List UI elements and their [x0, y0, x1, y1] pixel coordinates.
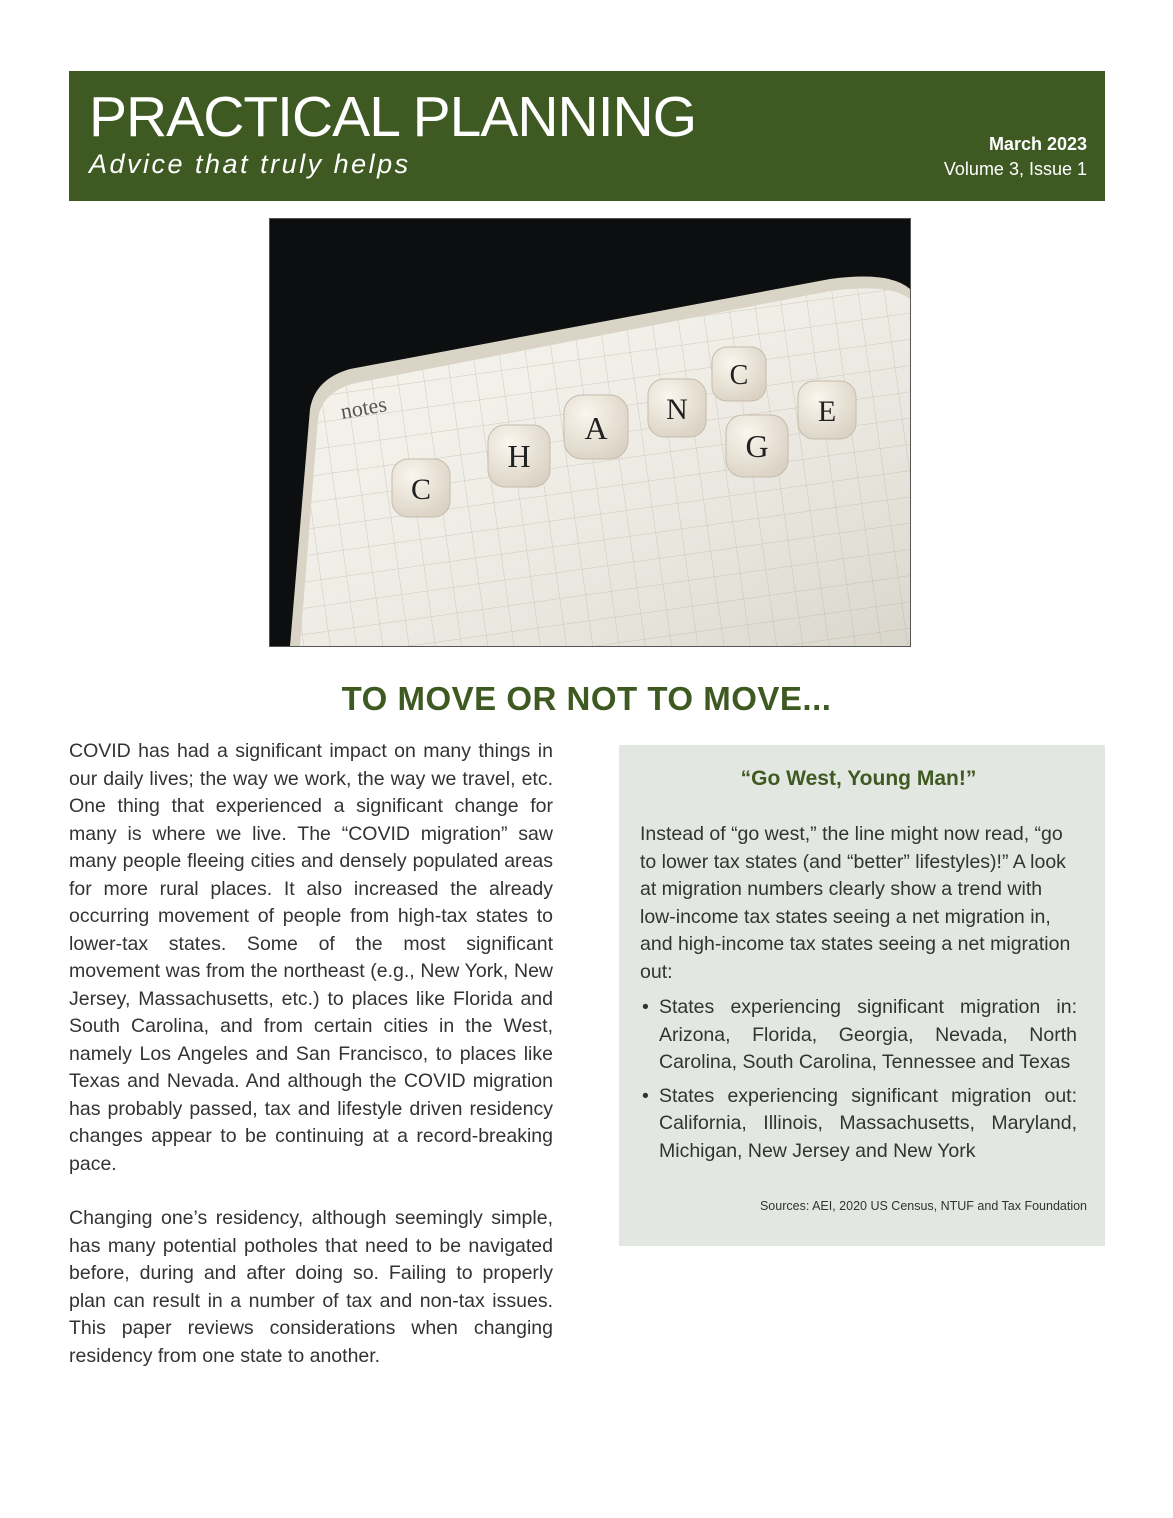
letter-cube	[564, 395, 628, 459]
list-item-text: States experiencing significant migration in: Arizona, Florida, Georgia, Nevada, North Carolina, South Carolina, Tennessee and Texas	[659, 996, 1077, 1073]
sidebar-intro: Instead of “go west,” the line might now read, “go to lower tax states (and “better” lifestyles)!” A look at migration numbers clearly show a trend with low-income tax states seeing a net migration in, and high-income tax states seeing a net migration out:	[640, 823, 1071, 983]
article-paragraph: Changing one’s residency, although seemingly simple, has many potential potholes that need to be navigated before, during and after doing so. Failing to properly plan can result in a number of tax and non-tax issues. This paper reviews considerations when changing residency from one state to another.	[69, 1207, 553, 1367]
svg-text:C: C	[410, 473, 432, 506]
issue-volume: Volume 3, Issue 1	[943, 159, 1087, 179]
change-dice-photo	[269, 218, 911, 647]
list-item	[640, 1083, 1077, 1166]
newsletter-title: PRACTICAL PLANNING	[89, 85, 697, 149]
article-body	[69, 738, 553, 1397]
svg-text:E: E	[817, 395, 837, 428]
list-item	[640, 994, 1077, 1077]
notebook-label: notes	[338, 391, 389, 424]
sidebar-callout	[619, 745, 1105, 1246]
newsletter-tagline: Advice that truly helps	[89, 149, 411, 179]
letter-cube	[648, 379, 706, 437]
svg-text:A: A	[584, 410, 608, 446]
issue-date: March 2023	[988, 134, 1087, 154]
migration-list	[640, 994, 1077, 1165]
masthead-banner	[69, 71, 1105, 201]
sidebar-title: “Go West, Young Man!”	[740, 767, 977, 790]
svg-text:H: H	[507, 438, 531, 474]
article-headline: TO MOVE OR NOT TO MOVE...	[341, 680, 832, 717]
letter-cube	[726, 415, 788, 477]
letter-cube	[392, 459, 450, 517]
list-item-text: States experiencing significant migration out: California, Illinois, Massachusetts, Maryland, Michigan, New Jersey and New York	[659, 1084, 1077, 1162]
bullet-icon: •	[642, 1084, 649, 1107]
letter-cube	[712, 347, 766, 401]
sources-note: Sources: AEI, 2020 US Census, NTUF and Tax Foundation	[759, 1199, 1087, 1213]
letter-cube	[798, 381, 856, 439]
article-paragraph: COVID has had a significant impact on many things in our daily lives; the way we work, the way we travel, etc. One thing that experienced a significant change for many is where we live. The “COVID migration” saw many people fleeing cities and densely populated areas for more rural places. It also increased the already occurring movement of people from high-tax states to lower-tax states. Some of the most significant movement was from the northeast (e.g., New York, New Jersey, Massachusetts, etc.) to places like Florida and South Carolina, and from certain cities in the West, namely Los Angeles and San Francisco, to places like Texas and Nevada. And although the COVID migration has probably passed, tax and lifestyle driven residency changes appear to be continuing at a record-breaking pace.	[69, 740, 553, 1175]
bullet-icon: •	[642, 996, 649, 1018]
photo-illustration	[270, 219, 910, 646]
letter-cube	[488, 425, 550, 487]
svg-text:N: N	[666, 393, 688, 426]
svg-text:G: G	[745, 428, 769, 464]
svg-text:C: C	[729, 360, 749, 391]
